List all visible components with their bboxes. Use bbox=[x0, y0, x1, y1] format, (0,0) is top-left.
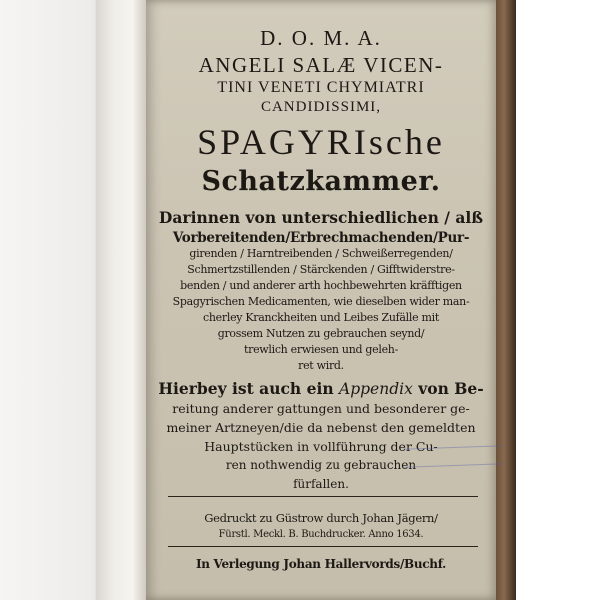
line-text: Vorbereitenden/Erbrechmachenden/Pur- bbox=[172, 230, 470, 246]
line-text: girenden / Harntreibenden / Schweißerregenden/ bbox=[189, 247, 453, 260]
description-line bbox=[146, 248, 496, 259]
imprint-line-1 bbox=[146, 513, 496, 525]
line-text: Spagyrischen Medicamenten, wie dieselben wider man- bbox=[172, 295, 470, 308]
description-line bbox=[146, 360, 496, 371]
line-text: Schatzkammer. bbox=[201, 166, 441, 197]
dedication-line bbox=[146, 28, 496, 49]
line-text: ret wird. bbox=[298, 359, 344, 372]
description-line bbox=[146, 264, 496, 275]
imprint-line-2 bbox=[146, 530, 496, 540]
title-page bbox=[146, 0, 496, 600]
line-text: ren nothwendig zu gebrauchen bbox=[225, 458, 417, 472]
line-text: trewlich erwiesen und geleh- bbox=[243, 343, 399, 356]
line-text: CANDIDISSIMI, bbox=[260, 99, 382, 115]
line-text: Fürstl. Meckl. B. Buchdrucker. Anno 1634. bbox=[218, 529, 424, 540]
line-text: fürfallen. bbox=[293, 477, 349, 491]
imprint-rule-bottom bbox=[168, 546, 478, 547]
description-line bbox=[146, 312, 496, 323]
book-page-edge bbox=[96, 0, 148, 600]
appendix-word: Appendix bbox=[339, 380, 413, 398]
line-text: cherley Kranckheiten und Leibes Zufälle mit bbox=[203, 311, 439, 324]
description-line bbox=[146, 232, 496, 246]
line-text bbox=[158, 379, 483, 398]
line-text: Hauptstücken in vollführung der Cu- bbox=[204, 439, 438, 454]
appendix-heading-end: von Be- bbox=[412, 379, 484, 398]
appendix-heading-start: Hierbey ist auch ein bbox=[158, 379, 340, 398]
line-text: grossem Nutzen zu gebrauchen seynd/ bbox=[217, 327, 425, 340]
line-text: reitung anderer gattungen und besonderer ge- bbox=[172, 401, 470, 416]
appendix-line bbox=[146, 403, 496, 416]
line-text: D. O. M. A. bbox=[260, 26, 382, 50]
line-text: Gedruckt zu Güstrow durch Johan Jägern/ bbox=[204, 511, 438, 525]
description-line bbox=[146, 280, 496, 291]
appendix-line bbox=[146, 422, 496, 435]
description-line bbox=[146, 328, 496, 339]
description-line bbox=[146, 344, 496, 355]
appendix-heading bbox=[146, 381, 496, 398]
stamp-mark-1 bbox=[403, 445, 503, 462]
line-text: ANGELI SALÆ VICEN- bbox=[198, 53, 444, 77]
imprint-line-3 bbox=[146, 558, 496, 570]
line-text: meiner Artzneyen/die da nebenst den gemeldten bbox=[166, 420, 476, 435]
line-text: SPAGYRIsche bbox=[197, 122, 445, 162]
line-text: TINI VENETI CHYMIATRI bbox=[217, 79, 425, 96]
line-text: Schmertzstillenden / Stärckenden / Gifftwiderstre- bbox=[187, 263, 455, 276]
author-line-1 bbox=[146, 55, 496, 76]
line-text: Darinnen von unterschiedlichen / alß bbox=[158, 208, 484, 227]
subtitle bbox=[146, 168, 496, 195]
description-heading bbox=[146, 210, 496, 226]
main-title bbox=[146, 124, 496, 160]
stamp-mark-2 bbox=[404, 463, 504, 480]
library-stamp bbox=[403, 441, 505, 498]
line-text: benden / und anderer arth hochbewehrten kräfftigen bbox=[180, 279, 462, 292]
author-line-2 bbox=[146, 80, 496, 96]
author-line-3 bbox=[146, 100, 496, 115]
line-text: In Verlegung Johan Hallervords/Buchf. bbox=[195, 557, 447, 571]
description-line bbox=[146, 296, 496, 307]
